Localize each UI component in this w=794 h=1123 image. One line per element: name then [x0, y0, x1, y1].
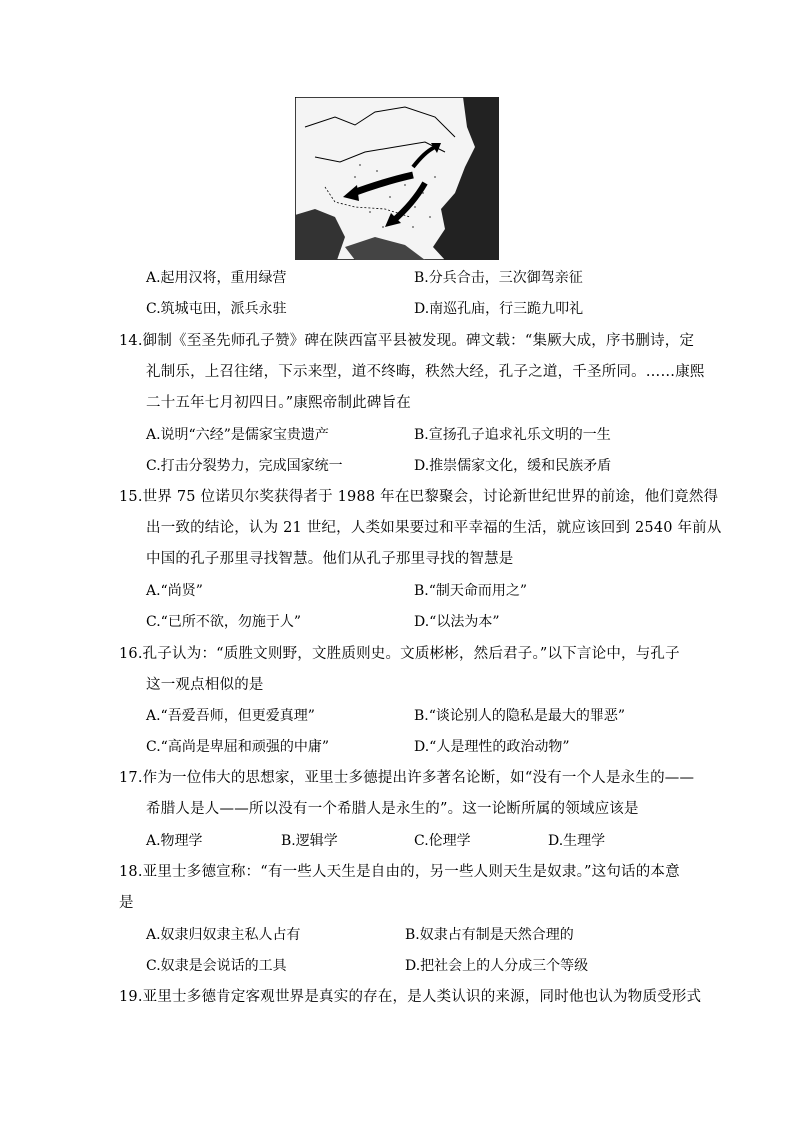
- q16-option-b: B.“谈论别人的隐私是最大的罪恶”: [414, 708, 626, 724]
- q16-stem-line-2: 这一观点相似的是: [146, 677, 264, 693]
- q15-stem-line-3: 中国的孔子那里寻找智慧。他们从孔子那里寻找的智慧是: [146, 551, 514, 567]
- q13-option-b: B.分兵合击，三次御驾亲征: [414, 270, 583, 286]
- q14-option-b: B.宣扬孔子追求礼乐文明的一生: [414, 427, 611, 443]
- q18-option-b: B.奴隶占有制是天然合理的: [405, 927, 574, 943]
- q16-stem-line-1: 16.孔子认为：“质胜文则野，文胜质则史。文质彬彬，然后君子。”以下言论中，与孔子: [119, 646, 680, 662]
- q15-stem-line-2: 出一致的结论，认为 21 世纪，人类如果要过和平幸福的生活，就应该回到 2540 年前从: [146, 520, 722, 536]
- q13-option-a: A.起用汉将，重用绿营: [146, 270, 287, 286]
- q14-stem-line-1: 14.御制《至圣先师孔子赞》碑在陕西富平县被发现。碑文载：“集厥大成，序书删诗，定: [119, 333, 695, 349]
- q13-option-d: D.南巡孔庙，行三跪九叩礼: [414, 301, 584, 317]
- q14-option-c: C.打击分裂势力，完成国家统一: [146, 458, 343, 474]
- q15-option-b: B.“制天命而用之”: [414, 583, 528, 599]
- q17-option-d: D.生理学: [548, 833, 606, 849]
- q14-stem-line-2: 礼制乐，上召往绪，下示来型，道不终晦，秩然大经，孔子之道，千圣所同。……康熙: [146, 364, 705, 380]
- q18-option-a: A.奴隶归奴隶主私人占有: [146, 927, 301, 943]
- q14-option-d: D.推崇儒家文化，缓和民族矛盾: [414, 458, 612, 474]
- q17-stem-line-2: 希腊人是人——所以没有一个希腊人是永生的”。这一论断所属的领域应该是: [146, 801, 639, 817]
- q16-option-a: A.“吾爱吾师，但更爱真理”: [146, 708, 315, 724]
- q18-option-c: C.奴隶是会说话的工具: [146, 958, 287, 974]
- q16-option-d: D.“人是理性的政治动物”: [414, 739, 570, 755]
- q17-stem-line-1: 17.作为一位伟大的思想家，亚里士多德提出许多著名论断，如“没有一个人是永生的——: [119, 770, 695, 786]
- historical-map-image: [295, 97, 499, 260]
- q14-stem-line-3: 二十五年七月初四日。”康熙帝制此碑旨在: [146, 395, 411, 411]
- q15-option-a: A.“尚贤”: [146, 583, 203, 599]
- q14-option-a: A.说明“六经”是儒家宝贵遗产: [146, 427, 329, 443]
- q16-option-c: C.“高尚是卑屈和顽强的中庸”: [146, 739, 329, 755]
- q17-option-a: A.物理学: [146, 833, 203, 849]
- q18-option-d: D.把社会上的人分成三个等级: [405, 958, 589, 974]
- q15-option-d: D.“以法为本”: [414, 614, 500, 630]
- q17-option-c: C.伦理学: [414, 833, 471, 849]
- q17-option-b: B.逻辑学: [281, 833, 338, 849]
- q19-stem-line-1: 19.亚里士多德肯定客观世界是真实的存在，是人类认识的来源，同时他也认为物质受形式: [119, 989, 702, 1005]
- q18-stem-line-1: 18.亚里士多德宣称：“有一些人天生是自由的，另一些人则天生是奴隶。”这句话的本意: [119, 864, 680, 880]
- q15-option-c: C.“已所不欲，勿施于人”: [146, 614, 301, 630]
- q13-option-c: C.筑城屯田，派兵永驻: [146, 301, 287, 317]
- q15-stem-line-1: 15.世界 75 位诺贝尔奖获得者于 1988 年在巴黎聚会，讨论新世纪世界的前途，他们竟然得: [119, 489, 719, 505]
- q18-stem-line-2: 是: [119, 895, 134, 911]
